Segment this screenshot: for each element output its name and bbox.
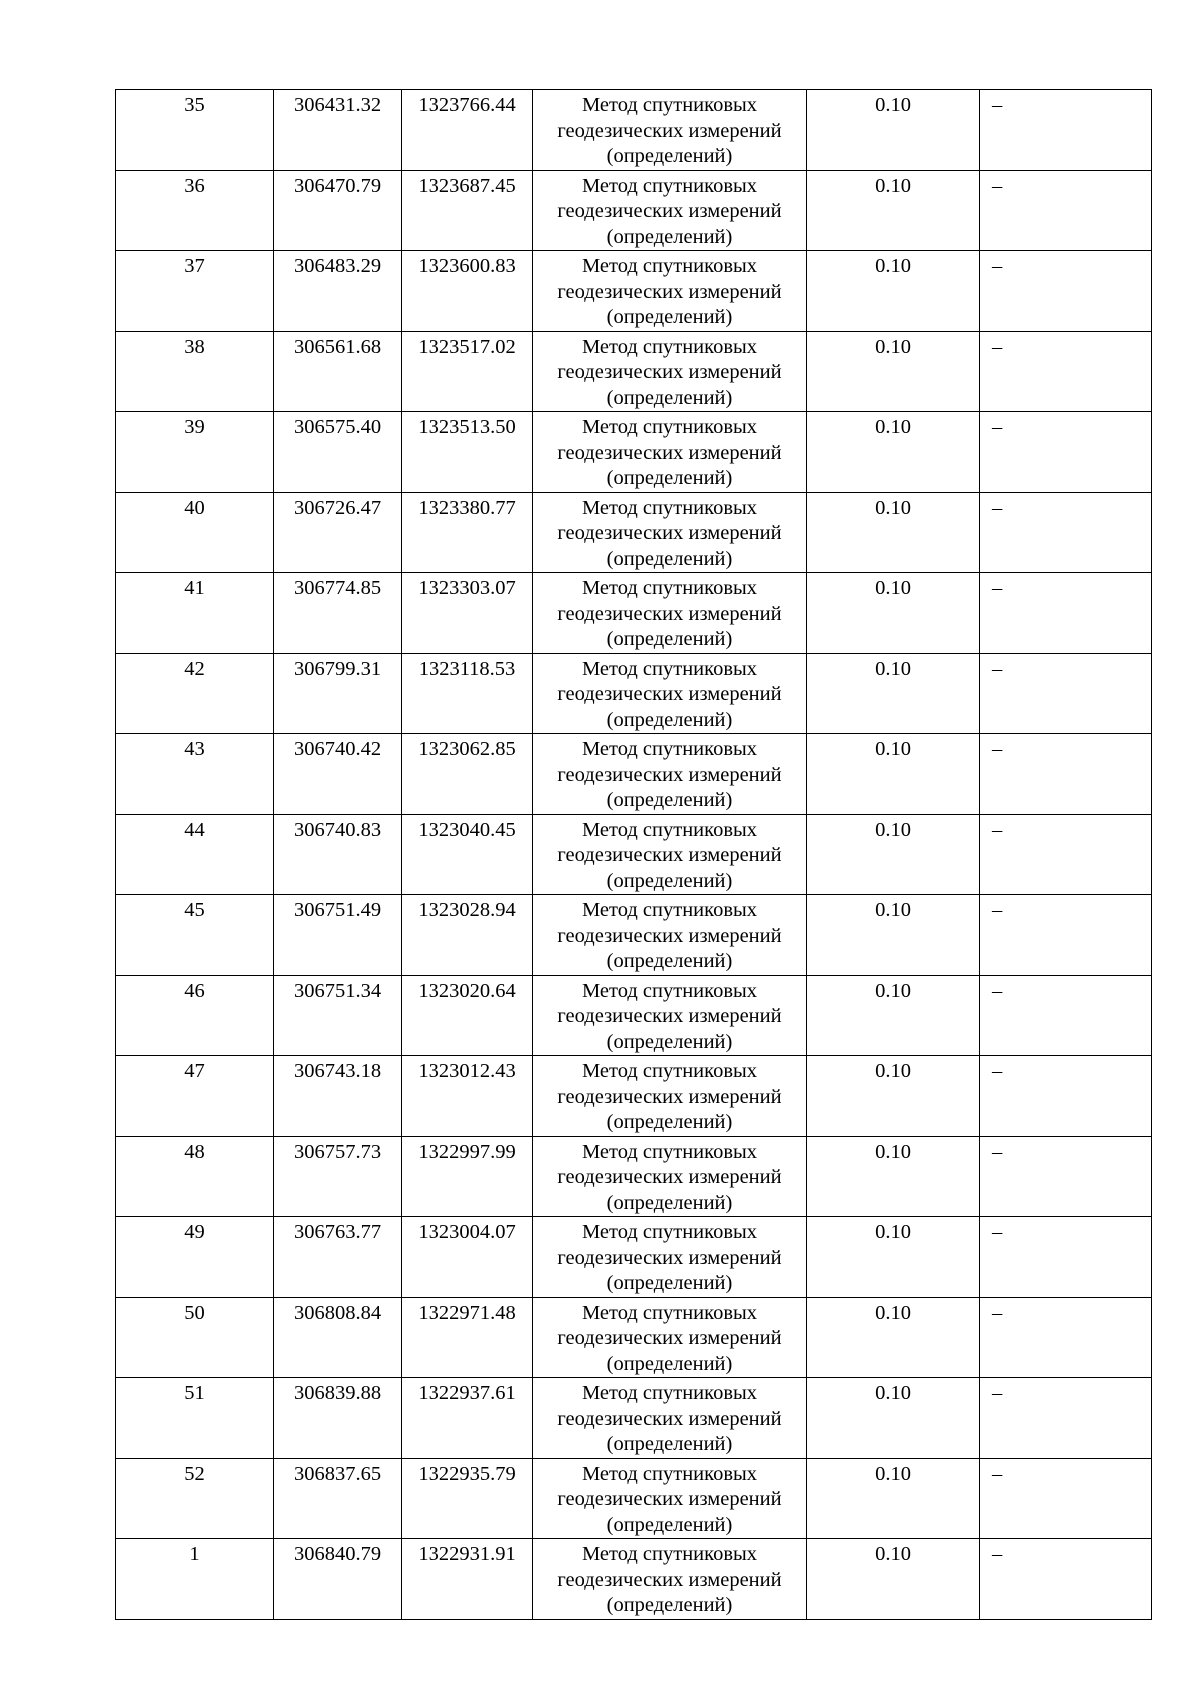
method-text-line: (определений)	[606, 1111, 733, 1133]
method-text-line: Метод спутниковых	[581, 416, 758, 438]
x-coordinate-cell: 306470.79	[274, 170, 402, 251]
note-cell: –	[980, 1378, 1152, 1459]
table-row	[116, 1056, 1152, 1137]
accuracy-cell: 0.10	[807, 573, 980, 654]
y-coordinate-cell: 1323517.02	[402, 331, 533, 412]
method-text-line: (определений)	[606, 386, 733, 409]
method-cell	[533, 1458, 807, 1539]
point-number-cell: 36	[116, 170, 274, 251]
method-text-line: геодезических измерений	[557, 119, 782, 142]
y-coordinate-cell: 1323687.45	[402, 170, 533, 251]
method-text-line: (определений)	[606, 1513, 733, 1536]
accuracy-cell: 0.10	[807, 1297, 980, 1378]
method-text-line: Метод спутниковых	[581, 94, 758, 116]
x-coordinate-cell: 306808.84	[274, 1297, 402, 1378]
method-text-line: (определений)	[606, 1191, 733, 1214]
method-text-line: (определений)	[606, 225, 733, 248]
method-text-line: (определений)	[606, 547, 733, 570]
method-cell	[533, 895, 807, 976]
note-cell: –	[980, 1217, 1152, 1298]
note-cell: –	[980, 492, 1152, 573]
y-coordinate-cell: 1323600.83	[402, 251, 533, 332]
table-row	[116, 734, 1152, 815]
note-cell: –	[980, 814, 1152, 895]
y-coordinate-cell: 1323040.45	[402, 814, 533, 895]
method-text-line: (определений)	[606, 467, 733, 489]
method-text-line: геодезических измерений	[557, 1488, 782, 1510]
point-number-cell: 43	[116, 734, 274, 815]
table-row	[116, 1458, 1152, 1539]
method-cell	[533, 1056, 807, 1137]
point-number-cell: 41	[116, 573, 274, 654]
method-text-line: Метод спутниковых	[581, 1301, 758, 1324]
x-coordinate-cell: 306799.31	[274, 653, 402, 734]
point-number-cell: 49	[116, 1217, 274, 1298]
table-row	[116, 170, 1152, 251]
note-cell: –	[980, 734, 1152, 815]
method-text-line: (определений)	[606, 306, 733, 328]
x-coordinate-cell: 306757.73	[274, 1136, 402, 1217]
accuracy-cell: 0.10	[807, 814, 980, 895]
method-cell	[533, 492, 807, 573]
point-number-cell: 42	[116, 653, 274, 734]
table-row	[116, 814, 1152, 895]
method-cell	[533, 1136, 807, 1217]
x-coordinate-cell: 306561.68	[274, 331, 402, 412]
x-coordinate-cell: 306483.29	[274, 251, 402, 332]
method-cell	[533, 251, 807, 332]
method-text-line: геодезических измерений	[557, 1407, 782, 1430]
y-coordinate-cell: 1322997.99	[402, 1136, 533, 1217]
accuracy-cell: 0.10	[807, 1539, 980, 1620]
y-coordinate-cell: 1323020.64	[402, 975, 533, 1056]
point-number-cell: 51	[116, 1378, 274, 1459]
accuracy-cell: 0.10	[807, 895, 980, 976]
x-coordinate-cell: 306837.65	[274, 1458, 402, 1539]
coordinates-table	[115, 89, 1152, 1620]
accuracy-cell: 0.10	[807, 1056, 980, 1137]
method-text-line: (определений)	[606, 1272, 733, 1294]
accuracy-cell: 0.10	[807, 1458, 980, 1539]
method-text-line: Метод спутниковых	[581, 174, 758, 197]
method-text-line: геодезических измерений	[557, 1085, 782, 1108]
method-text-line: геодезических измерений	[557, 280, 782, 303]
table-row	[116, 90, 1152, 171]
accuracy-cell: 0.10	[807, 975, 980, 1056]
x-coordinate-cell: 306751.49	[274, 895, 402, 976]
note-cell: –	[980, 170, 1152, 251]
method-text-line: геодезических измерений	[557, 1327, 782, 1349]
coordinates-table-body	[116, 90, 1152, 1620]
method-text-line: Метод спутниковых	[581, 1060, 758, 1082]
method-cell	[533, 331, 807, 412]
method-text-line: (определений)	[606, 708, 733, 731]
method-cell	[533, 573, 807, 654]
method-text-line: Метод спутниковых	[581, 818, 758, 841]
method-cell	[533, 412, 807, 493]
y-coordinate-cell: 1323380.77	[402, 492, 533, 573]
method-text-line: Метод спутниковых	[581, 899, 758, 921]
method-text-line: Метод спутниковых	[581, 335, 758, 358]
note-cell: –	[980, 251, 1152, 332]
x-coordinate-cell: 306774.85	[274, 573, 402, 654]
accuracy-cell: 0.10	[807, 331, 980, 412]
y-coordinate-cell: 1323303.07	[402, 573, 533, 654]
y-coordinate-cell: 1323118.53	[402, 653, 533, 734]
note-cell: –	[980, 1056, 1152, 1137]
method-text-line: (определений)	[606, 869, 733, 892]
table-row	[116, 1136, 1152, 1217]
note-cell: –	[980, 90, 1152, 171]
note-cell: –	[980, 1297, 1152, 1378]
y-coordinate-cell: 1323012.43	[402, 1056, 533, 1137]
method-text-line: Метод спутниковых	[581, 1140, 758, 1163]
table-row	[116, 492, 1152, 573]
point-number-cell: 35	[116, 90, 274, 171]
method-text-line: геодезических измерений	[557, 924, 782, 947]
table-row	[116, 1217, 1152, 1298]
point-number-cell: 38	[116, 331, 274, 412]
method-text-line: Метод спутниковых	[581, 496, 758, 519]
x-coordinate-cell: 306740.42	[274, 734, 402, 815]
method-text-line: геодезических измерений	[557, 361, 782, 383]
method-text-line: (определений)	[606, 789, 733, 811]
method-text-line: Метод спутниковых	[581, 1221, 758, 1243]
method-text-line: геодезических измерений	[557, 1005, 782, 1027]
table-row	[116, 573, 1152, 654]
x-coordinate-cell: 306751.34	[274, 975, 402, 1056]
table-row	[116, 1539, 1152, 1620]
y-coordinate-cell: 1322935.79	[402, 1458, 533, 1539]
x-coordinate-cell: 306431.32	[274, 90, 402, 171]
point-number-cell: 39	[116, 412, 274, 493]
method-text-line: геодезических измерений	[557, 602, 782, 625]
accuracy-cell: 0.10	[807, 170, 980, 251]
method-cell	[533, 90, 807, 171]
y-coordinate-cell: 1323004.07	[402, 1217, 533, 1298]
y-coordinate-cell: 1323766.44	[402, 90, 533, 171]
method-text-line: геодезических измерений	[557, 1166, 782, 1188]
method-cell	[533, 1297, 807, 1378]
method-cell	[533, 975, 807, 1056]
method-text-line: Метод спутниковых	[581, 1543, 758, 1565]
method-text-line: геодезических измерений	[557, 1246, 782, 1269]
method-text-line: Метод спутниковых	[581, 1382, 758, 1404]
y-coordinate-cell: 1323513.50	[402, 412, 533, 493]
note-cell: –	[980, 975, 1152, 1056]
accuracy-cell: 0.10	[807, 653, 980, 734]
y-coordinate-cell: 1322931.91	[402, 1539, 533, 1620]
accuracy-cell: 0.10	[807, 90, 980, 171]
method-text-line: (определений)	[606, 1030, 733, 1053]
method-text-line: (определений)	[606, 1433, 733, 1455]
note-cell: –	[980, 1458, 1152, 1539]
point-number-cell: 50	[116, 1297, 274, 1378]
note-cell: –	[980, 1136, 1152, 1217]
method-text-line: Метод спутниковых	[581, 577, 758, 599]
point-number-cell: 44	[116, 814, 274, 895]
method-cell	[533, 1539, 807, 1620]
accuracy-cell: 0.10	[807, 1136, 980, 1217]
table-row	[116, 331, 1152, 412]
method-cell	[533, 734, 807, 815]
method-cell	[533, 814, 807, 895]
note-cell: –	[980, 1539, 1152, 1620]
table-row	[116, 895, 1152, 976]
method-text-line: (определений)	[606, 628, 733, 650]
x-coordinate-cell: 306575.40	[274, 412, 402, 493]
accuracy-cell: 0.10	[807, 251, 980, 332]
accuracy-cell: 0.10	[807, 492, 980, 573]
accuracy-cell: 0.10	[807, 1378, 980, 1459]
note-cell: –	[980, 331, 1152, 412]
method-cell	[533, 1378, 807, 1459]
table-row	[116, 1378, 1152, 1459]
point-number-cell: 40	[116, 492, 274, 573]
method-text-line: Метод спутниковых	[581, 979, 758, 1002]
y-coordinate-cell: 1322971.48	[402, 1297, 533, 1378]
x-coordinate-cell: 306740.83	[274, 814, 402, 895]
method-text-line: геодезических измерений	[557, 522, 782, 544]
method-cell	[533, 170, 807, 251]
accuracy-cell: 0.10	[807, 412, 980, 493]
x-coordinate-cell: 306840.79	[274, 1539, 402, 1620]
method-text-line: геодезических измерений	[557, 441, 782, 464]
point-number-cell: 46	[116, 975, 274, 1056]
method-text-line: геодезических измерений	[557, 844, 782, 866]
point-number-cell: 48	[116, 1136, 274, 1217]
point-number-cell: 52	[116, 1458, 274, 1539]
x-coordinate-cell: 306839.88	[274, 1378, 402, 1459]
method-text-line: Метод спутниковых	[581, 657, 758, 680]
method-text-line: (определений)	[606, 145, 733, 167]
point-number-cell: 37	[116, 251, 274, 332]
note-cell: –	[980, 895, 1152, 976]
y-coordinate-cell: 1322937.61	[402, 1378, 533, 1459]
x-coordinate-cell: 306763.77	[274, 1217, 402, 1298]
note-cell: –	[980, 573, 1152, 654]
method-text-line: геодезических измерений	[557, 1568, 782, 1591]
x-coordinate-cell: 306726.47	[274, 492, 402, 573]
table-row	[116, 975, 1152, 1056]
method-text-line: Метод спутниковых	[581, 1462, 758, 1485]
method-text-line: геодезических измерений	[557, 200, 782, 222]
method-text-line: Метод спутниковых	[581, 738, 758, 760]
method-cell	[533, 1217, 807, 1298]
accuracy-cell: 0.10	[807, 1217, 980, 1298]
method-text-line: геодезических измерений	[557, 763, 782, 786]
method-text-line: геодезических измерений	[557, 683, 782, 705]
note-cell: –	[980, 412, 1152, 493]
y-coordinate-cell: 1323028.94	[402, 895, 533, 976]
point-number-cell: 45	[116, 895, 274, 976]
table-row	[116, 653, 1152, 734]
point-number-cell: 1	[116, 1539, 274, 1620]
table-row	[116, 1297, 1152, 1378]
method-text-line: (определений)	[606, 1352, 733, 1375]
point-number-cell: 47	[116, 1056, 274, 1137]
table-row	[116, 412, 1152, 493]
accuracy-cell: 0.10	[807, 734, 980, 815]
method-text-line: (определений)	[606, 1594, 733, 1616]
method-text-line: Метод спутниковых	[581, 255, 758, 277]
note-cell: –	[980, 653, 1152, 734]
method-cell	[533, 653, 807, 734]
y-coordinate-cell: 1323062.85	[402, 734, 533, 815]
x-coordinate-cell: 306743.18	[274, 1056, 402, 1137]
table-row	[116, 251, 1152, 332]
method-text-line: (определений)	[606, 950, 733, 972]
